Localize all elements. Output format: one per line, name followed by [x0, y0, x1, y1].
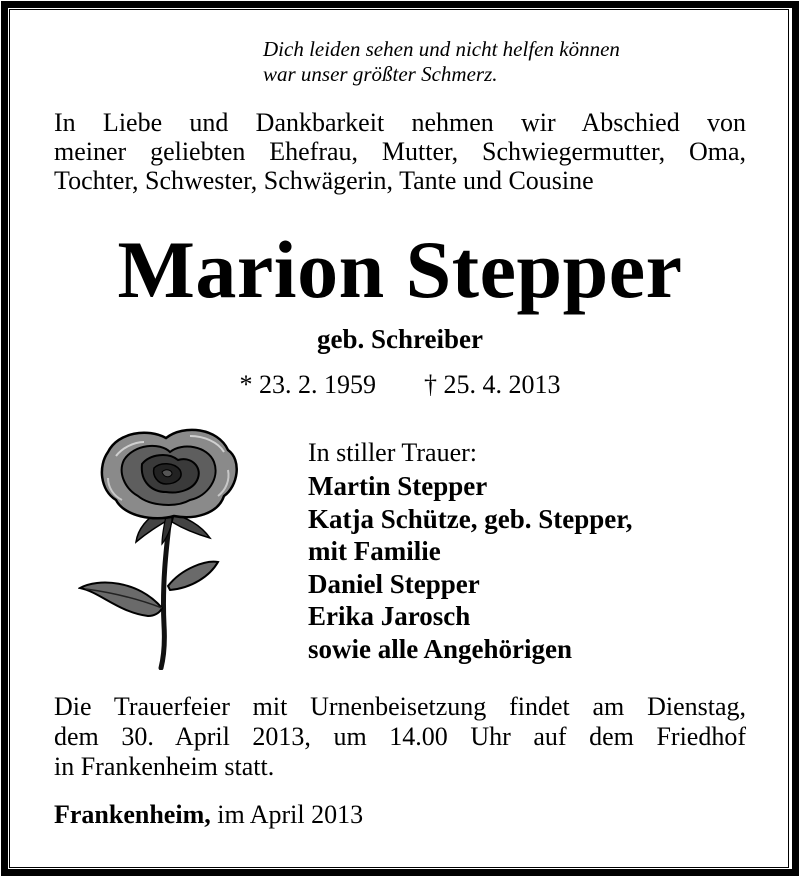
mourner-name: Erika Jarosch [308, 601, 471, 631]
service-line: Die Trauerfeier mit Urnenbeisetzung findet am Dienstag, [54, 692, 746, 721]
signature-date: im April 2013 [217, 800, 364, 829]
service-info [54, 692, 746, 782]
maiden-name: geb. Schreiber [317, 324, 483, 354]
birth-date: * 23. 2. 1959 [239, 370, 376, 399]
mourner-name: Katja Schütze, geb. Stepper, [308, 503, 633, 534]
motto-line: Dich leiden sehen und nicht helfen können [263, 37, 620, 61]
mourner-name: Daniel Stepper [308, 568, 480, 599]
motto-line: war unser größter Schmerz. [263, 62, 498, 86]
motto-verse [263, 37, 743, 87]
mourners-list [308, 470, 748, 665]
mourners-block [308, 436, 748, 665]
deceased-name: Marion Stepper [117, 224, 683, 315]
mourner-name: mit Familie [308, 536, 441, 566]
life-dates [0, 368, 800, 402]
service-line: in Frankenheim statt. [54, 752, 275, 781]
mourner-name: Martin Stepper [308, 471, 488, 501]
mourner-name: sowie alle Angehörigen [308, 633, 572, 664]
intro-line: Tochter, Schwester, Schwägerin, Tante und Cousine [54, 166, 594, 195]
intro-line: In Liebe und Dankbarkeit nehmen wir Abschied von [54, 108, 746, 137]
service-line: dem 30. April 2013, um 14.00 Uhr auf dem Friedhof [54, 722, 746, 751]
rose-icon [78, 420, 248, 670]
death-date: † 25. 4. 2013 [424, 370, 561, 399]
intro-line: meiner geliebten Ehefrau, Mutter, Schwiegermutter, Oma, [54, 137, 746, 166]
signature-line [54, 800, 363, 830]
intro-text [54, 108, 746, 195]
mourners-lead: In stiller Trauer: [308, 438, 477, 467]
signature-place: Frankenheim, [54, 800, 211, 829]
